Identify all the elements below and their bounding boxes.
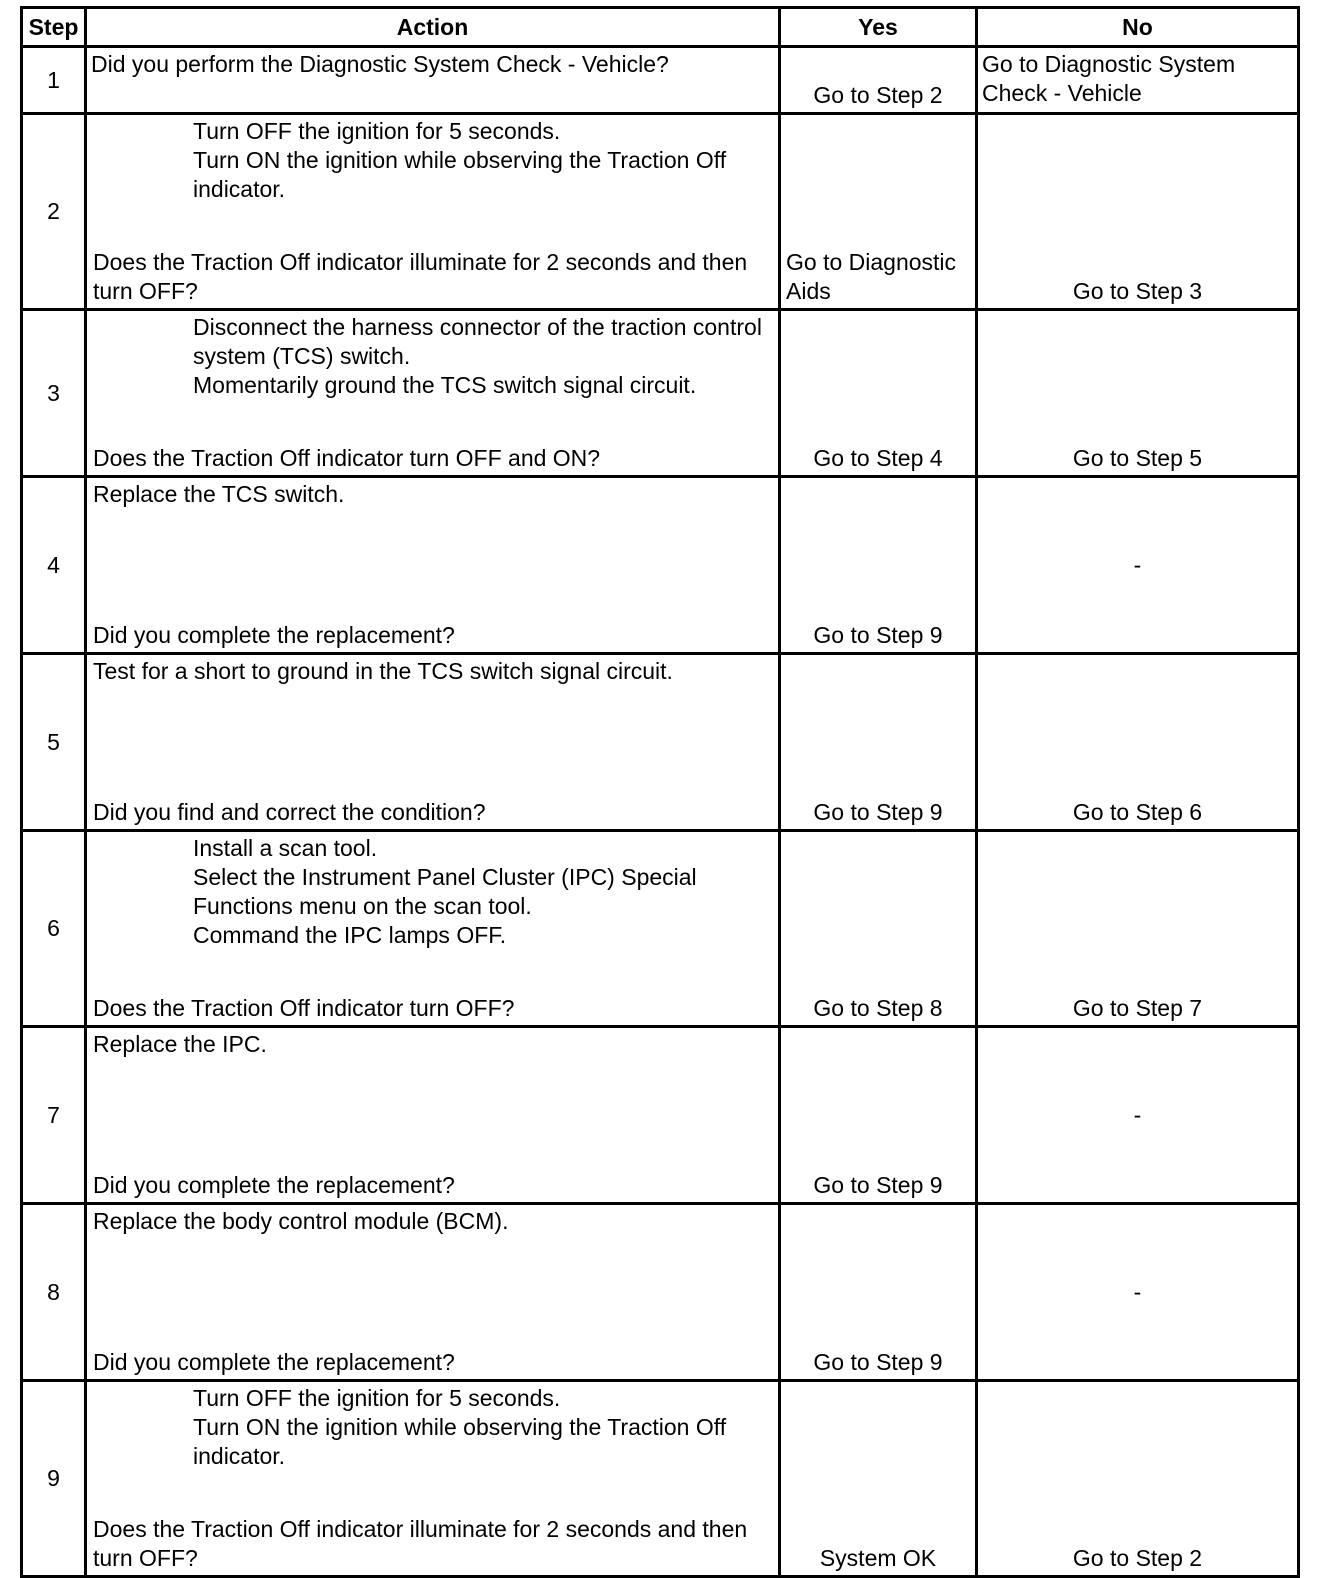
no-cell (977, 654, 1299, 831)
action-line: Select the Instrument Panel Cluster (IPC) Special Functions menu on the scan tool. (193, 864, 697, 919)
yes-cell (780, 477, 977, 654)
yes-cell (780, 831, 977, 1027)
step-number: 3 (22, 310, 86, 477)
diagnostic-table (20, 6, 1300, 1578)
no-text: Go to Step 5 (1072, 445, 1203, 471)
table-row (22, 310, 1299, 477)
yes-cell (780, 47, 977, 114)
no-text: - (1133, 1278, 1142, 1305)
action-line: Disconnect the harness connector of the traction control system (TCS) switch. (193, 314, 762, 369)
no-cell (977, 1027, 1299, 1204)
header-row (22, 8, 1299, 47)
action-question: Did you perform the Diagnostic System Check - Vehicle? (91, 51, 669, 77)
action-line: Test for a short to ground in the TCS switch signal circuit. (93, 658, 673, 684)
action-line: Replace the IPC. (93, 1031, 267, 1057)
table-row (22, 114, 1299, 310)
table-row (22, 831, 1299, 1027)
header-action: Action (86, 8, 780, 47)
step-number: 8 (22, 1204, 86, 1381)
yes-text: System OK (819, 1545, 937, 1571)
yes-cell (780, 1381, 977, 1577)
step-number: 2 (22, 114, 86, 310)
header-step: Step (22, 8, 86, 47)
table-row (22, 1381, 1299, 1577)
action-question: Does the Traction Off indicator turn OFF? (93, 995, 515, 1021)
action-line: Turn OFF the ignition for 5 seconds. (193, 118, 561, 144)
action-question: Did you find and correct the condition? (93, 799, 486, 825)
action-question: Did you complete the replacement? (93, 622, 455, 648)
action-cell (86, 310, 780, 477)
step-number: 7 (22, 1027, 86, 1204)
no-text: - (1133, 1101, 1142, 1128)
action-line: Replace the TCS switch. (93, 481, 345, 507)
action-line: Replace the body control module (BCM). (93, 1208, 509, 1234)
header-yes: Yes (780, 8, 977, 47)
step-number: 9 (22, 1381, 86, 1577)
action-cell (86, 1204, 780, 1381)
step-number: 4 (22, 477, 86, 654)
action-line: Momentarily ground the TCS switch signal circuit. (193, 372, 697, 398)
no-text: Go to Step 6 (1072, 799, 1203, 825)
action-question: Did you complete the replacement? (93, 1172, 455, 1198)
action-question: Does the Traction Off indicator turn OFF and ON? (93, 445, 601, 471)
action-cell (86, 47, 780, 114)
yes-cell (780, 1204, 977, 1381)
action-cell (86, 114, 780, 310)
step-number: 5 (22, 654, 86, 831)
no-cell (977, 310, 1299, 477)
header-no: No (977, 8, 1299, 47)
action-question: Did you complete the replacement? (93, 1349, 455, 1375)
step-number: 1 (22, 47, 86, 114)
action-line: Turn ON the ignition while observing the Traction Off indicator. (193, 1414, 727, 1469)
yes-cell (780, 1027, 977, 1204)
action-question: Does the Traction Off indicator illuminate for 2 seconds and then turn OFF? (93, 249, 748, 304)
yes-cell (780, 654, 977, 831)
action-question: Does the Traction Off indicator illuminate for 2 seconds and then turn OFF? (93, 1516, 748, 1571)
yes-cell (780, 114, 977, 310)
no-cell (977, 477, 1299, 654)
yes-text: Go to Step 9 (813, 1349, 943, 1375)
action-cell (86, 1381, 780, 1577)
yes-cell (780, 310, 977, 477)
action-line: Install a scan tool. (193, 835, 378, 861)
table-row (22, 654, 1299, 831)
no-cell (977, 114, 1299, 310)
action-cell (86, 654, 780, 831)
no-text: Go to Diagnostic System Check - Vehicle (982, 51, 1236, 106)
yes-text: Go to Step 9 (813, 1172, 943, 1198)
no-cell (977, 831, 1299, 1027)
step-number: 6 (22, 831, 86, 1027)
action-line: Command the IPC lamps OFF. (193, 922, 507, 948)
action-line: Turn OFF the ignition for 5 seconds. (193, 1385, 561, 1411)
action-cell (86, 1027, 780, 1204)
no-cell (977, 1381, 1299, 1577)
yes-text: Go to Step 4 (813, 445, 943, 471)
table-row (22, 477, 1299, 654)
no-cell (977, 1204, 1299, 1381)
no-text: Go to Step 7 (1072, 995, 1203, 1021)
no-text: - (1133, 551, 1142, 578)
yes-text: Go to Step 2 (813, 82, 943, 108)
table-row (22, 1027, 1299, 1204)
table-row (22, 1204, 1299, 1381)
action-cell (86, 831, 780, 1027)
no-text: Go to Step 3 (1072, 278, 1203, 304)
yes-text: Go to Step 8 (813, 995, 943, 1021)
table-row (22, 47, 1299, 114)
action-cell (86, 477, 780, 654)
yes-text: Go to Diagnostic Aids (786, 249, 957, 304)
action-line: Turn ON the ignition while observing the Traction Off indicator. (193, 147, 727, 202)
yes-text: Go to Step 9 (813, 622, 943, 648)
no-text: Go to Step 2 (1072, 1545, 1203, 1571)
no-cell (977, 47, 1299, 114)
yes-text: Go to Step 9 (813, 799, 943, 825)
